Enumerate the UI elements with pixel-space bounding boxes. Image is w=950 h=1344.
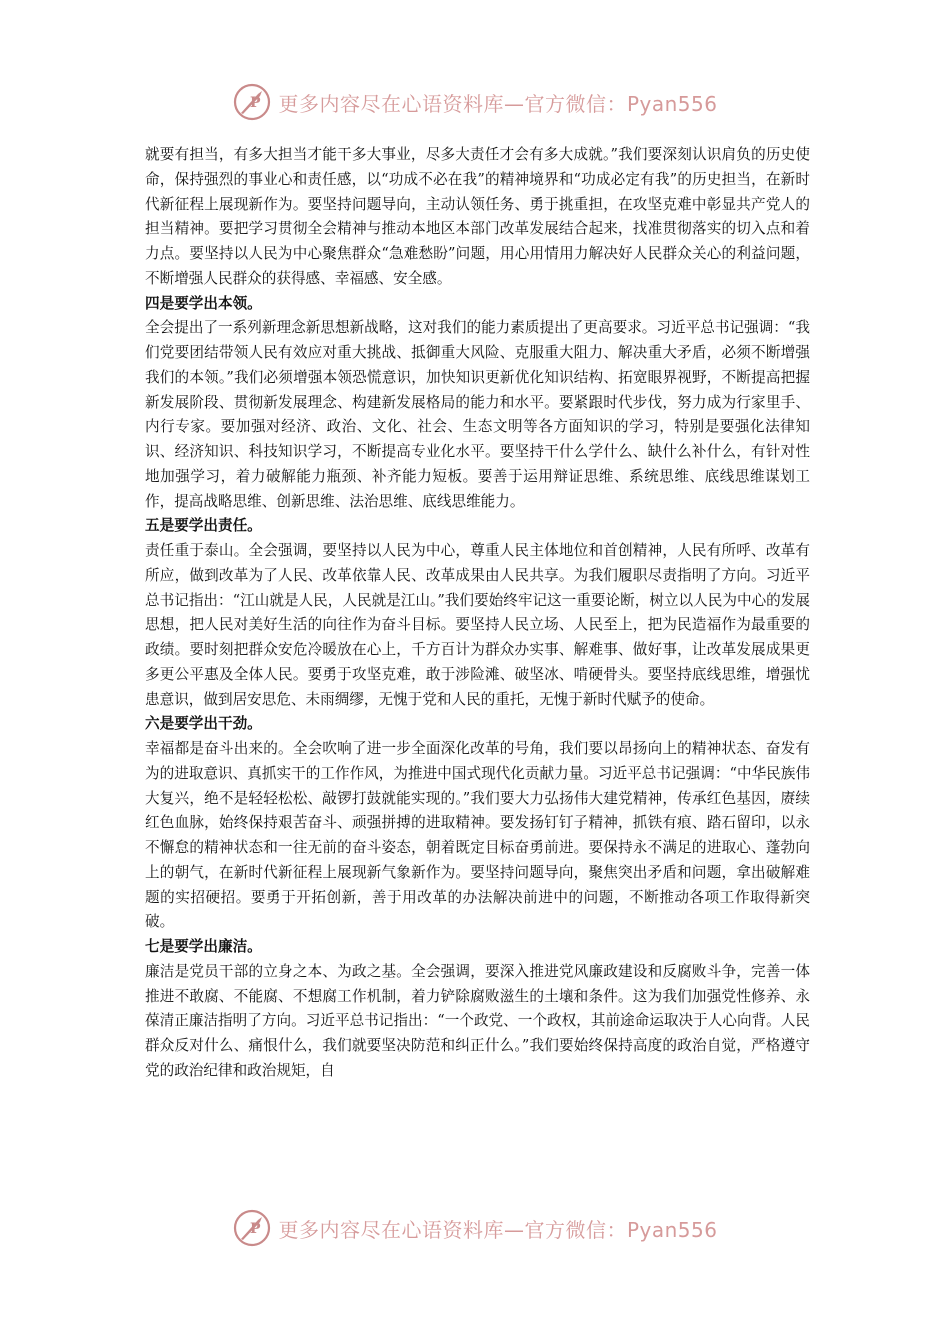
paragraph: 就要有担当，有多大担当才能干多大事业，尽多大责任才会有多大成就。”我们要深刻认识肩负的历史使命，保持强烈的事业心和责任感，以“功成不必在我”的精神境界和“功成必定有我”的历史担当，在新时代新征程上展现新作为。要坚持问题导向，主动认领任务、勇于挑重担，在攻坚克难中彰显共产党人的担当精神。要把学习贯彻全会精神与推动本地区本部门改革发展结合起来，找准贯彻落实的切入点和着力点。要坚持以人民为中心聚焦群众“急难愁盼”问题，用心用情用力解决好人民群众关心的利益问题，不断增强人民群众的获得感、幸福感、安全感。	[145, 146, 810, 287]
section-heading: 四是要学出本领。	[145, 294, 262, 312]
section-heading: 五是要学出责任。	[145, 517, 262, 535]
paragraph: 责任重于泰山。全会强调，要坚持以人民为中心，尊重人民主体地位和首创精神，人民有所呼、改革有所应，做到改革为了人民、改革依靠人民、改革成果由人民共享。为我们履职尽责指明了方向。习近平总书记指出：“江山就是人民，人民就是江山。”我们要始终牢记这一重要论断，树立以人民为中心的发展思想，把人民对美好生活的向往作为奋斗目标。要坚持人民立场、人民至上，把为民造福作为最重要的政绩。要时刻把群众安危冷暖放在心上，千方百计为群众办实事、解难事、做好事，让改革发展成果更多更公平惠及全体人民。要勇于攻坚克难，敢于涉险滩、破坚冰、啃硬骨头。要坚持底线思维，增强忧患意识，做到居安思危、未雨绸缪，无愧于党和人民的重托，无愧于新时代赋予的使命。	[145, 542, 810, 708]
watermark-text: 更多内容尽在心语资料库—官方微信：Pyan556	[278, 1217, 718, 1242]
footer-watermark	[0, 1204, 950, 1252]
brand-logo-icon	[232, 1208, 272, 1248]
logo-letter: P	[250, 95, 262, 111]
section-heading: 七是要学出廉洁。	[145, 938, 262, 955]
paragraph: 廉洁是党员干部的立身之本、为政之基。全会强调，要深入推进党风廉政建设和反腐败斗争，完善一体推进不敢腐、不能腐、不想腐工作机制，着力铲除腐败滋生的土壤和条件。这为我们加强党性修养、永葆清正廉洁指明了方向。习近平总书记指出：“一个政党、一个政权，其前途命运取决于人心向背。人民群众反对什么、痛恨什么，我们就要坚决防范和纠正什么。”我们要始终保持高度的政治自觉，严格遵守党的政治纪律和政治规矩，自	[145, 962, 810, 1079]
logo-letter: P	[250, 1221, 262, 1237]
document-body	[145, 143, 810, 1084]
paragraph: 全会提出了一系列新理念新思想新战略，这对我们的能力素质提出了更高要求。习近平总书记强调：“我们党要团结带领人民有效应对重大挑战、抵御重大风险、克服重大阻力、解决重大矛盾，必须不断增强我们的本领。”我们必须增强本领恐慌意识，加快知识更新优化知识结构、拓宽眼界视野，不断提高把握新发展阶段、贯彻新发展理念、构建新发展格局的能力和水平。要紧跟时代步伐，努力成为行家里手、内行专家。要加强对经济、政治、文化、社会、生态文明等各方面知识的学习，特别是要强化法律知识、经济知识、科技知识学习，不断提高专业化水平。要坚持干什么学什么、缺什么补什么，有针对性地加强学习，着力破解能力瓶颈、补齐能力短板。要善于运用辩证思维、系统思维、底线思维谋划工作，提高战略思维、创新思维、法治思维、底线思维能力。	[145, 319, 810, 510]
brand-logo-icon	[232, 82, 272, 122]
watermark-text: 更多内容尽在心语资料库—官方微信：Pyan556	[278, 91, 718, 116]
section-heading: 六是要学出干劲。	[145, 715, 262, 733]
paragraph: 幸福都是奋斗出来的。全会吹响了进一步全面深化改革的号角，我们要以昂扬向上的精神状态、奋发有为的进取意识、真抓实干的工作作风，为推进中国式现代化贡献力量。习近平总书记强调：“中华民族伟大复兴，绝不是轻轻松松、敲锣打鼓就能实现的。”我们要大力弘扬伟大建党精神，传承红色基因，赓续红色血脉，始终保持艰苦奋斗、顽强拼搏的进取精神。要发扬钉钉子精神，抓铁有痕、踏石留印，以永不懈怠的精神状态和一往无前的奋斗姿态，朝着既定目标奋勇前进。要保持永不满足的进取心、蓬勃向上的朝气，在新时代新征程上展现新气象新作为。要坚持问题导向，聚焦突出矛盾和问题，拿出破解难题的实招硬招。要勇于开拓创新，善于用改革的办法解决前进中的问题，不断推动各项工作取得新突破。	[145, 740, 810, 931]
header-watermark	[0, 78, 950, 126]
